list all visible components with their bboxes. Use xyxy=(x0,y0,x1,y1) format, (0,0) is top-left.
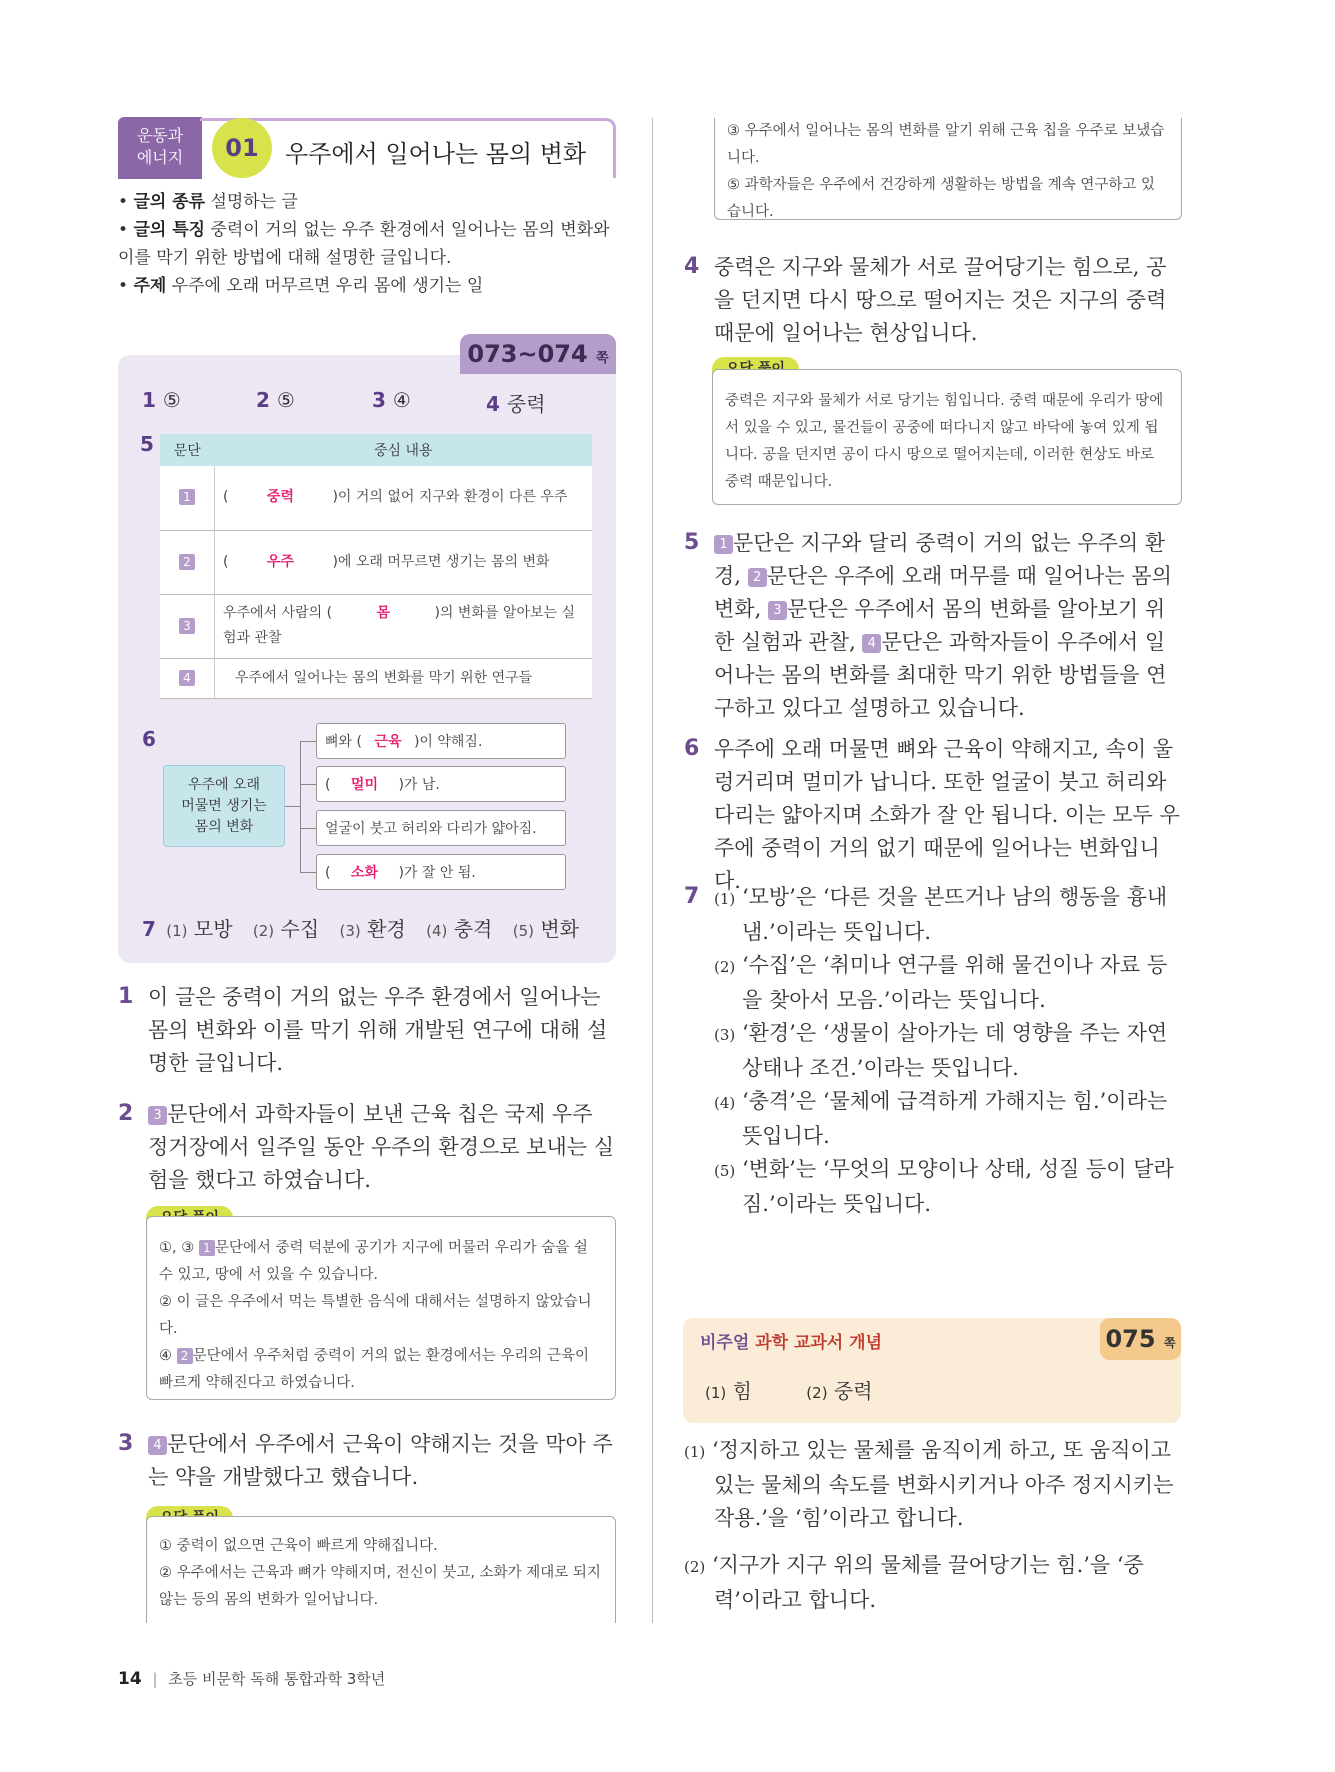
answer-4: 4 중력 xyxy=(486,392,546,416)
odab-box xyxy=(146,1216,616,1400)
odab-line: ③ 우주에서 일어나는 몸의 변화를 알기 위해 근육 칩을 우주로 보냈습니다. xyxy=(727,123,1165,166)
lesson-title: 우주에서 일어나는 몸의 변화 xyxy=(285,140,587,168)
explanation-7-number: 7 xyxy=(684,884,700,909)
odab-box: 중력은 지구와 물체가 서로 당기는 힘입니다. 중력 때문에 우리가 땅에 서 있을 수 있고, 물건들이 공중에 떠다니지 않고 바닥에 놓여 있게 됩니다. 공을 던지면 공이 다시 땅으로 떨어지는데, 이러한 현상도 바로 중력 때문입니다. xyxy=(712,369,1182,505)
page-range-tab: 073~074 쪽 xyxy=(460,334,616,374)
odab-line: ② 이 글은 우주에서 먹는 특별한 음식에 대해서는 설명하지 않았습니다. xyxy=(159,1294,592,1337)
odab-line: ④ 2 문단에서 우주처럼 중력이 거의 없는 환경에서는 우리의 근육이 빠르게 약해진다고 하였습니다. xyxy=(159,1348,590,1391)
explanation-4: 중력은 지구와 물체가 서로 끌어당기는 힘으로, 공을 던지면 다시 땅으로 떨어지는 것은 지구의 중력 때문에 일어나는 현상입니다. xyxy=(714,255,1167,345)
answer-3: 3 ④ xyxy=(372,388,411,412)
explanation-2: 3 문단에서 과학자들이 보낸 근육 칩은 국제 우주 정거장에서 일주일 동안 우주의 환경으로 보내는 실험을 했다고 하였습니다. xyxy=(148,1102,615,1192)
odab-line: ⑤ 과학자들은 우주에서 건강하게 생활하는 방법을 계속 연구하고 있습니다. xyxy=(727,177,1156,220)
connector xyxy=(300,872,316,873)
category-line1: 운동과 xyxy=(136,126,184,145)
explanation-5-number: 5 xyxy=(684,530,700,555)
col-main-content: 중심 내용 xyxy=(215,434,593,466)
table-row: 1 ( 중력 )이 거의 없어 지구와 환경이 다른 우주 xyxy=(160,466,592,530)
definition-item: (3) ‘환경’은 ‘생물이 살아가는 데 영향을 주는 자연 상태나 조건.’이라는 뜻입니다. xyxy=(714,1021,1168,1080)
definition-item: (1) ‘모방’은 ‘다른 것을 본뜨거나 남의 행동을 흉내 냄.’이라는 뜻입니다. xyxy=(714,885,1168,944)
explanation-6: 우주에 오래 머물면 뼈와 근육이 약해지고, 속이 울렁거리며 멀미가 납니다. 또한 얼굴이 붓고 허리와 다리는 얇아지며 소화가 잘 안 됩니다. 이는 모두 우주에 중력이 거의 없기 때문에 일어나는 변화입니다. xyxy=(714,737,1180,893)
info-type: • 글의 종류 설명하는 글 xyxy=(118,192,298,212)
page-number: 14 xyxy=(118,1669,142,1689)
visual-page-tab: 075 쪽 xyxy=(1100,1318,1181,1360)
table-row: 4 우주에서 일어나는 몸의 변화를 막기 위한 연구들 xyxy=(160,658,592,698)
connector xyxy=(300,741,316,742)
visual-explanation: (2) ‘지구가 지구 위의 물체를 끌어당기는 힘.’을 ‘중력’이라고 합니다. xyxy=(684,1553,1144,1612)
answer-1: 1 ⑤ xyxy=(142,388,181,412)
connector xyxy=(300,784,316,785)
col-paragraph: 문단 xyxy=(160,434,215,466)
answer-6-number: 6 xyxy=(142,727,156,751)
mindmap-center: 우주에 오래 머물면 생기는 몸의 변화 xyxy=(163,765,285,847)
info-list xyxy=(118,188,623,300)
visual-explanations xyxy=(684,1434,1182,1617)
explanation-3-number: 3 xyxy=(118,1431,134,1456)
odab-line: ② 우주에서는 근육과 뼈가 약해지며, 전신이 붓고, 소화가 제대로 되지 않는 등의 몸의 변화가 일어납니다. xyxy=(159,1565,601,1608)
explanation-3: 4 문단에서 우주에서 근육이 약해지는 것을 막아 주는 약을 개발했다고 했습니다. xyxy=(148,1432,613,1489)
connector xyxy=(300,741,301,872)
lesson-number-badge: 01 xyxy=(212,118,272,178)
explanation-7 xyxy=(714,881,1182,1221)
visual-title: 비주얼 과학 교과서 개념 xyxy=(700,1333,882,1353)
answer-7: 7 (1) 모방 (2) 수집 (3) 환경 (4) 충격 (5) 변화 xyxy=(142,917,579,941)
odab-line: ①, ③ 1 문단에서 중력 덕분에 공기가 지구에 머물러 우리가 숨을 쉴 수 있고, 땅에 서 있을 수 있습니다. xyxy=(159,1240,588,1283)
explanation-1-number: 1 xyxy=(118,984,134,1009)
definition-item: (2) ‘수집’은 ‘취미나 연구를 위해 물건이나 자료 등을 찾아서 모음.’이라는 뜻입니다. xyxy=(714,953,1168,1012)
connector xyxy=(300,828,316,829)
odab-line: ① 중력이 없으면 근육이 빠르게 약해집니다. xyxy=(159,1538,438,1554)
odab-box-continued xyxy=(714,118,1182,220)
table-row: 3 우주에서 사람의 ( 몸 )의 변화를 알아보는 실험과 관찰 xyxy=(160,594,592,658)
explanation-1: 이 글은 중력이 거의 없는 우주 환경에서 일어나는 몸의 변화와 이를 막기 위해 개발된 연구에 대해 설명한 글입니다. xyxy=(148,985,608,1075)
explanation-5: 1 문단은 지구와 달리 중력이 거의 없는 우주의 환경, 2 문단은 우주에 오래 머무를 때 일어나는 몸의 변화, 3 문단은 우주에서 몸의 변화를 알아보기 위한 실험과 관찰, 4 문단은 과학자들이 우주에서 일어나는 몸의 변화를 최대한 막기 위한 방법들을 연구하고 있다고 설명하고 있습니다. xyxy=(714,531,1172,720)
answer-2: 2 ⑤ xyxy=(256,388,295,412)
visual-explanation: (1) ‘정지하고 있는 물체를 움직이게 하고, 또 움직이고 있는 물체의 속도를 변화시키거나 아주 정지시키는 작용.’을 ‘힘’이라고 합니다. xyxy=(684,1438,1174,1530)
category-label xyxy=(118,117,202,179)
definition-item: (4) ‘충격’은 ‘물체에 급격하게 가해지는 힘.’이라는 뜻입니다. xyxy=(714,1089,1168,1148)
explanation-4-number: 4 xyxy=(684,254,700,279)
table-row: 2 ( 우주 )에 오래 머무르면 생기는 몸의 변화 xyxy=(160,530,592,594)
info-feature: • 글의 특징 중력이 거의 없는 우주 환경에서 일어나는 몸의 변화와 이를 막기 위한 방법에 대해 설명한 글입니다. xyxy=(118,220,610,268)
odab-box xyxy=(146,1516,616,1623)
answer-5-number: 5 xyxy=(140,432,154,456)
page-footer: 14 | 초등 비문학 독해 통합과학 3학년 xyxy=(118,1669,386,1689)
book-title: 초등 비문학 독해 통합과학 3학년 xyxy=(168,1670,386,1688)
info-theme: • 주제 우주에 오래 머무르면 우리 몸에 생기는 일 xyxy=(118,276,484,296)
explanation-6-number: 6 xyxy=(684,736,700,761)
column-divider xyxy=(652,118,653,1623)
mindmap-box: 뼈와 ( 근육 )이 약해짐. xyxy=(316,723,566,759)
mindmap-box: 얼굴이 붓고 허리와 다리가 얇아짐. xyxy=(316,810,566,846)
mindmap-box: ( 멀미 )가 남. xyxy=(316,766,566,802)
paragraph-table xyxy=(160,434,592,699)
mindmap-box: ( 소화 )가 잘 안 됨. xyxy=(316,854,566,890)
category-line2: 에너지 xyxy=(136,148,184,167)
connector xyxy=(285,806,300,807)
visual-answers: (1) 힘 (2) 중력 xyxy=(705,1379,873,1403)
definition-item: (5) ‘변화’는 ‘무엇의 모양이나 상태, 성질 등이 달라짐.’이라는 뜻입니다. xyxy=(714,1157,1174,1216)
explanation-2-number: 2 xyxy=(118,1101,134,1126)
